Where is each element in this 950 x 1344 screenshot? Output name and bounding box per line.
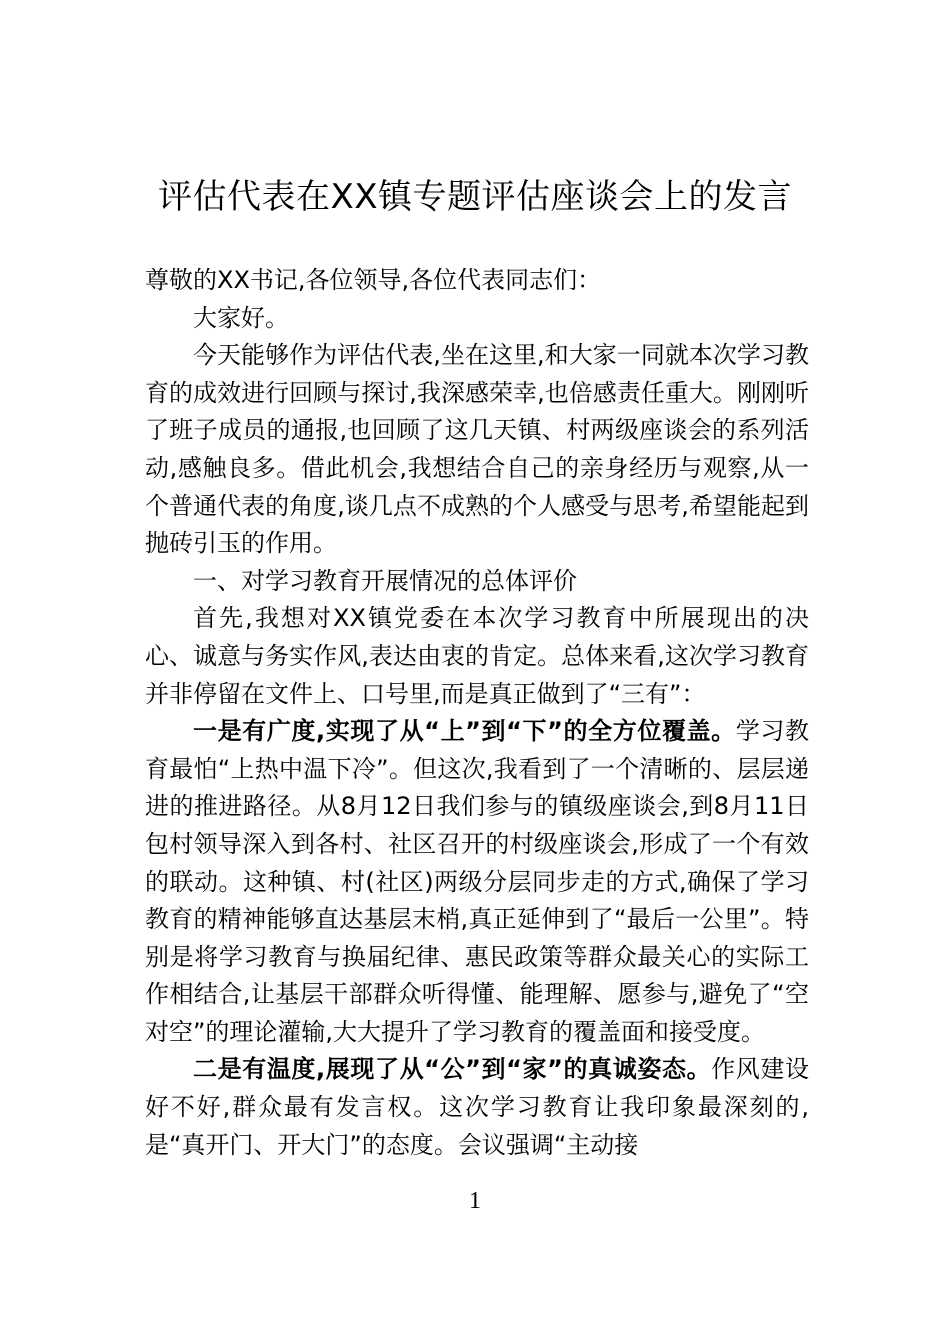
page-number: 1 [469, 1188, 481, 1214]
document-body [145, 262, 809, 1164]
point-two-text: 作风建设好不好,群众最有发言权。这次学习教育让我印象最深刻的,是“真开门、开大门”的态度。会议强调“主动接 [145, 1055, 809, 1159]
point-two-paragraph [145, 1051, 809, 1164]
intro-paragraph: 今天能够作为评估代表,坐在这里,和大家一同就本次学习教育的成效进行回顾与探讨,我深感荣幸,也倍感责任重大。刚刚听了班子成员的通报,也回顾了这几天镇、村两级座谈会的系列活动,感触良多。借此机会,我想结合自己的亲身经历与观察,从一个普通代表的角度,谈几点不成熟的个人感受与思考,希望能起到抛砖引玉的作用。 [145, 341, 809, 558]
point-two-lead: 二是有温度,展现了从“公”到“家”的真诚姿态。 [193, 1055, 712, 1084]
point-one-text: 学习教育最怕“上热中温下冷”。但这次,我看到了一个清晰的、层层递进的推进路径。从8月12日我们参与的镇级座谈会,到8月11日包村领导深入到各村、社区召开的村级座谈会,形成了一个有效的联动。这种镇、村(社区)两级分层同步走的方式,确保了学习教育的精神能够直达基层末梢,真正延伸到了“最后一公里”。特别是将学习教育与换届纪律、惠民政策等群众最关心的实际工作相结合,让基层干部群众听得懂、能理解、愿参与,避免了“空对空”的理论灌输,大大提升了学习教育的覆盖面和接受度。 [145, 717, 809, 1046]
salutation: 尊敬的XX书记,各位领导,各位代表同志们： [145, 266, 602, 294]
document-title: 评估代表在XX镇专题评估座谈会上的发言 [157, 177, 793, 217]
point-one-lead: 一是有广度,实现了从“上”到“下”的全方位覆盖。 [193, 717, 736, 746]
greeting: 大家好。 [193, 303, 289, 332]
section-paragraph: 首先,我想对XX镇党委在本次学习教育中所展现出的决心、诚意与务实作风,表达由衷的肯定。总体来看,这次学习教育并非停留在文件上、口号里,而是真正做到了“三有”： [145, 604, 809, 708]
point-one-paragraph [145, 713, 809, 1051]
section-heading: 一、对学习教育开展情况的总体评价 [193, 566, 577, 595]
